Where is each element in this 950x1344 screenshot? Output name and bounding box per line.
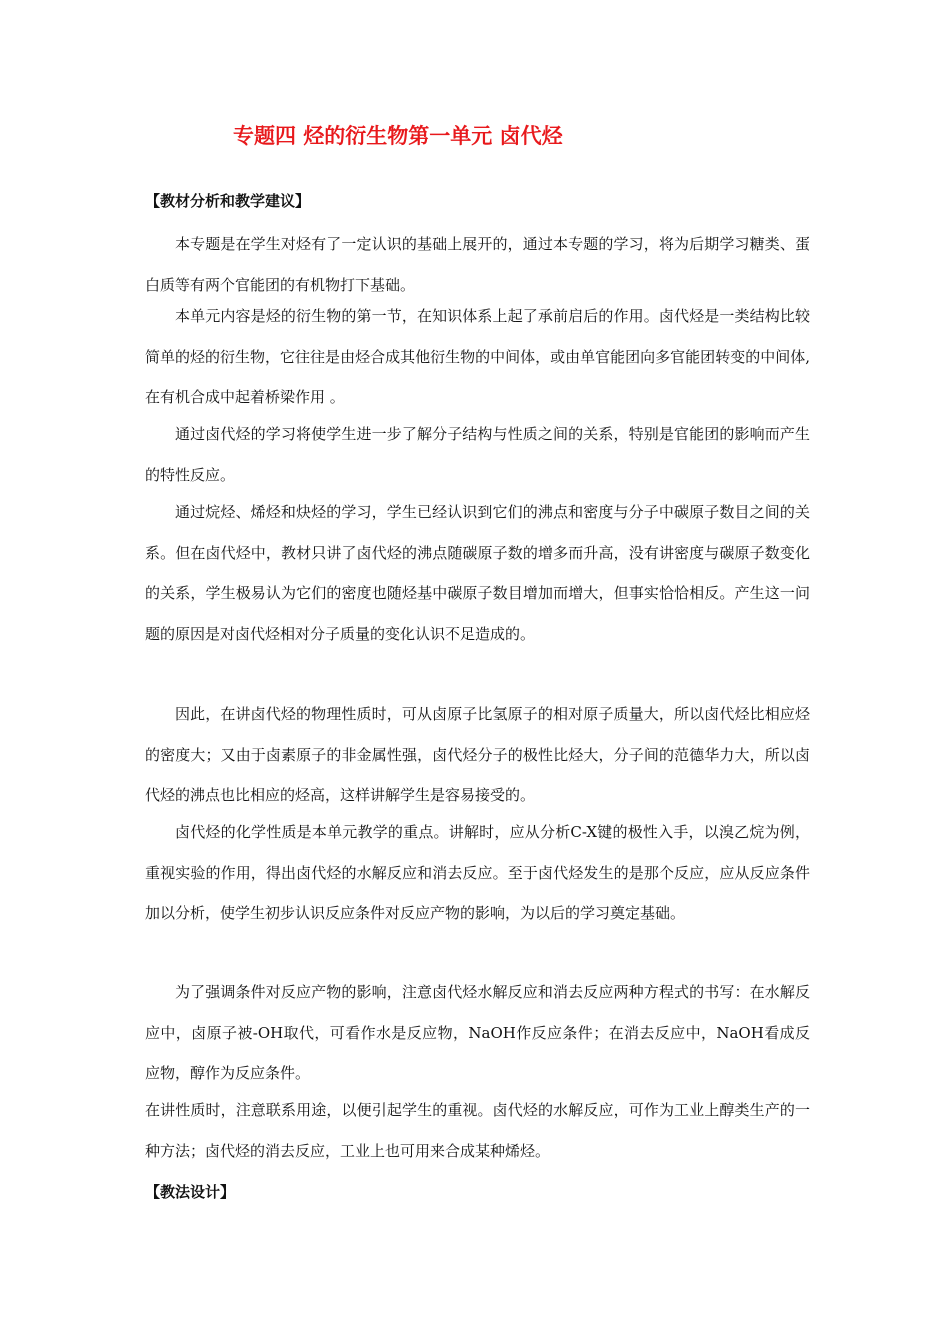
paragraph-4: 通过烷烃、烯烃和炔烃的学习，学生已经认识到它们的沸点和密度与分子中碳原子数目之间的关系。但在卤代烃中，教材只讲了卤代烃的沸点随碳原子数的增多而升高，没有讲密度与碳原子数变化的关系，学生极易认为它们的密度也随烃基中碳原子数目增加而增大，但事实恰恰相反。产生这一问题的原因是对卤代烃相对分子质量的变化认识不足造成的。 (145, 503, 810, 643)
paragraph-6: 卤代烃的化学性质是本单元教学的重点。讲解时，应从分析C-X键的极性入手，以溴乙烷为例，重视实验的作用，得出卤代烃的水解反应和消去反应。至于卤代烃发生的是那个反应，应从反应条件加以分析，使学生初步认识反应条件对反应产物的影响，为以后的学习奠定基础。 (145, 823, 810, 922)
paragraph-8: 在讲性质时，注意联系用途，以便引起学生的重视。卤代烃的水解反应，可作为工业上醇类生产的一种方法；卤代烃的消去反应，工业上也可用来合成某种烯烃。 (145, 1101, 810, 1160)
paragraph-7: 为了强调条件对反应产物的影响，注意卤代烃水解反应和消去反应两种方程式的书写：在水解反应中，卤原子被-OH取代，可看作水是反应物，NaOH作反应条件；在消去反应中，NaOH看成反应物，醇作为反应条件。 (145, 983, 810, 1082)
paragraph-5: 因此，在讲卤代烃的物理性质时，可从卤原子比氢原子的相对原子质量大，所以卤代烃比相应烃的密度大；又由于卤素原子的非金属性强，卤代烃分子的极性比烃大，分子间的范德华力大，所以卤代烃的沸点也比相应的烃高，这样讲解学生是容易接受的。 (145, 705, 810, 804)
section-heading-method: 【教法设计】 (145, 1183, 236, 1201)
section-heading-analysis: 【教材分析和教学建议】 (145, 192, 311, 210)
paragraph-2: 本单元内容是烃的衍生物的第一节，在知识体系上起了承前启后的作用。卤代烃是一类结构比较简单的烃的衍生物，它往往是由烃合成其他衍生物的中间体，或由单官能团向多官能团转变的中间体,在有机合成中起着桥梁作用 。 (145, 307, 810, 406)
paragraph-3: 通过卤代烃的学习将使学生进一步了解分子结构与性质之间的关系，特别是官能团的影响而产生的特性反应。 (145, 425, 810, 484)
paragraph-1: 本专题是在学生对烃有了一定认识的基础上展开的，通过本专题的学习，将为后期学习糖类、蛋白质等有两个官能团的有机物打下基础。 (145, 235, 810, 294)
page-title: 专题四 烃的衍生物第一单元 卤代烃 (233, 123, 563, 148)
